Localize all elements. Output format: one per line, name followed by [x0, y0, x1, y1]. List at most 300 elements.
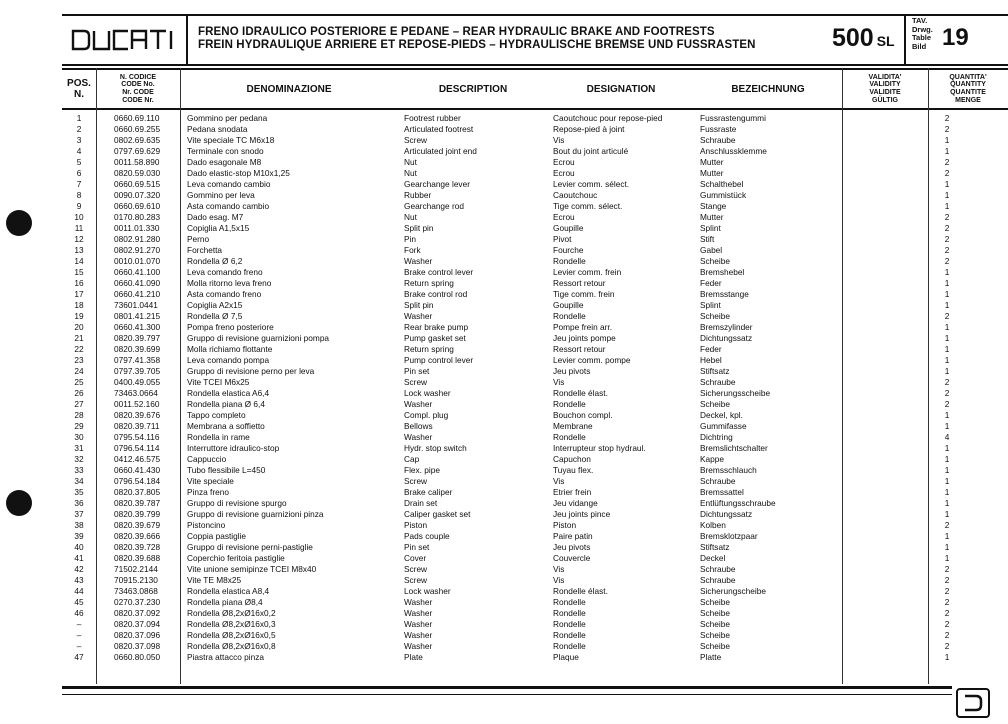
- designation-cell: Vis: [553, 575, 565, 585]
- bezeichnung-cell: Scheibe: [700, 619, 730, 629]
- pos-cell: 23: [74, 355, 84, 365]
- designation-cell: Jeu pivots: [553, 542, 591, 552]
- table-row: [62, 498, 1008, 509]
- denominazione-cell: Gommino per pedana: [187, 113, 268, 123]
- designation-cell: Rondelle: [553, 432, 586, 442]
- bezeichnung-cell: Hebel: [700, 355, 722, 365]
- pos-cell: 25: [74, 377, 84, 387]
- table-row: [62, 267, 1008, 278]
- designation-cell: Rondelle: [553, 399, 586, 409]
- pos-cell: –: [76, 641, 82, 651]
- denominazione-cell: Asta comando cambio: [187, 201, 270, 211]
- description-cell: Compl. plug: [404, 410, 449, 420]
- quantity-cell: 1: [944, 355, 950, 365]
- bezeichnung-cell: Schalthebel: [700, 179, 744, 189]
- description-cell: Nut: [404, 212, 417, 222]
- pos-cell: 5: [76, 157, 82, 167]
- denominazione-cell: Rondella in rame: [187, 432, 250, 442]
- bezeichnung-cell: Gummistück: [700, 190, 747, 200]
- bezeichnung-cell: Dichtungssatz: [700, 509, 753, 519]
- designation-cell: Paire patin: [553, 531, 593, 541]
- denominazione-cell: Rondella piana Ø8,4: [187, 597, 263, 607]
- quantity-cell: 1: [944, 652, 950, 662]
- pos-cell: 11: [74, 223, 84, 233]
- table-row: [62, 487, 1008, 498]
- model-suffix: SL: [876, 33, 895, 49]
- table-row: [62, 509, 1008, 520]
- designation-cell: Pivot: [553, 234, 572, 244]
- bezeichnung-cell: Dichtungssatz: [700, 333, 753, 343]
- description-cell: Washer: [404, 311, 433, 321]
- denominazione-cell: Leva comando pompa: [187, 355, 270, 365]
- pos-cell: 45: [74, 597, 84, 607]
- bezeichnung-cell: Kappe: [700, 454, 724, 464]
- pos-cell: 43: [74, 575, 84, 585]
- pos-cell: 20: [74, 322, 84, 332]
- description-cell: Pin set: [404, 542, 430, 552]
- pos-cell: 41: [74, 553, 84, 563]
- description-cell: Washer: [404, 619, 433, 629]
- designation-cell: Ressort retour: [553, 344, 606, 354]
- denominazione-cell: Rondella piana Ø 6,4: [187, 399, 265, 409]
- pos-cell: 8: [76, 190, 82, 200]
- description-cell: Pads couple: [404, 531, 450, 541]
- quantity-cell: 1: [944, 454, 950, 464]
- description-cell: Screw: [404, 476, 428, 486]
- table-row: [62, 421, 1008, 432]
- bezeichnung-cell: Stiftsatz: [700, 366, 730, 376]
- code-cell: 0820.37.805: [114, 487, 161, 497]
- designation-cell: Jeu pivots: [553, 366, 591, 376]
- bezeichnung-cell: Scheibe: [700, 597, 730, 607]
- description-cell: Flex. pipe: [404, 465, 440, 475]
- denominazione-cell: Gruppo di revisione perno per leva: [187, 366, 315, 376]
- designation-cell: Rondelle: [553, 256, 586, 266]
- quantity-cell: 1: [944, 465, 950, 475]
- description-cell: Articulated footrest: [404, 124, 474, 134]
- model-number: 500: [832, 24, 874, 52]
- quantity-cell: 2: [944, 399, 950, 409]
- table-row: [62, 212, 1008, 223]
- denominazione-cell: Pompa freno posteriore: [187, 322, 274, 332]
- quantity-cell: 2: [944, 586, 950, 596]
- corner-logo-mark: [958, 690, 988, 716]
- description-cell: Brake caliper: [404, 487, 453, 497]
- description-cell: Rear brake pump: [404, 322, 469, 332]
- pos-cell: 34: [74, 476, 84, 486]
- footer-rule-thin: [62, 694, 952, 695]
- code-cell: 0820.37.098: [114, 641, 161, 651]
- designation-cell: Etrier frein: [553, 487, 592, 497]
- bezeichnung-cell: Anschlussklemme: [700, 146, 767, 156]
- designation-cell: Caoutchouc pour repose-pied: [553, 113, 663, 123]
- designation-cell: Ecrou: [553, 157, 575, 167]
- pos-cell: 6: [76, 168, 82, 178]
- description-cell: Brake control rod: [404, 289, 468, 299]
- quantity-cell: 4: [944, 432, 950, 442]
- table-row: [62, 476, 1008, 487]
- table-row: [62, 333, 1008, 344]
- tav-label: TAV.: [912, 16, 928, 25]
- pos-cell: 30: [74, 432, 84, 442]
- quantity-cell: 1: [944, 421, 950, 431]
- quantity-cell: 1: [944, 487, 950, 497]
- quantity-cell: 2: [944, 256, 950, 266]
- code-cell: 0660.41.210: [114, 289, 161, 299]
- pos-cell: –: [76, 630, 82, 640]
- col-pos-line: N.: [74, 89, 84, 100]
- bild-label: Bild: [912, 41, 927, 51]
- designation-cell: Tuyau flex.: [553, 465, 594, 475]
- pos-cell: 15: [74, 267, 84, 277]
- quantity-cell: 2: [944, 377, 950, 387]
- code-cell: 0010.01.070: [114, 256, 161, 266]
- code-cell: 0660.80.050: [114, 652, 161, 662]
- quantity-cell: 1: [944, 322, 950, 332]
- pos-cell: 27: [74, 399, 84, 409]
- code-cell: 0090.07.320: [114, 190, 161, 200]
- code-cell: 0796.54.184: [114, 476, 161, 486]
- bezeichnung-cell: Bremsschlauch: [700, 465, 757, 475]
- code-cell: 0660.69.110: [114, 113, 160, 123]
- description-cell: Washer: [404, 608, 433, 618]
- quantity-cell: 2: [944, 520, 950, 530]
- denominazione-cell: Membrana a soffietto: [187, 421, 265, 431]
- table-row: [62, 245, 1008, 256]
- code-cell: 0820.39.797: [114, 333, 161, 343]
- pos-cell: 33: [74, 465, 84, 475]
- pos-cell: 36: [74, 498, 84, 508]
- quantity-cell: 2: [944, 630, 950, 640]
- pos-cell: 7: [76, 179, 82, 189]
- designation-cell: Ressort retour: [553, 278, 606, 288]
- designation-cell: Rondelle: [553, 619, 586, 629]
- bezeichnung-cell: Entlüftungsschraube: [700, 498, 776, 508]
- description-cell: Washer: [404, 399, 433, 409]
- col-quantity-line: QUANTITA': [949, 73, 987, 81]
- quantity-cell: 1: [944, 498, 950, 508]
- col-code-line: CODE No.: [121, 81, 155, 89]
- table-row: [62, 234, 1008, 245]
- pos-cell: 10: [74, 212, 84, 222]
- col-designation: DESIGNATION: [586, 83, 656, 95]
- code-cell: 0802.91.270: [114, 245, 161, 255]
- denominazione-cell: Interruttore idraulico-stop: [187, 443, 280, 453]
- description-cell: Pump gasket set: [404, 333, 466, 343]
- table-row: [62, 553, 1008, 564]
- col-validity: [842, 70, 928, 108]
- bezeichnung-cell: Deckel: [700, 553, 726, 563]
- designation-cell: Jeu vidange: [553, 498, 598, 508]
- pos-cell: 2: [76, 124, 82, 134]
- quantity-cell: 2: [944, 597, 950, 607]
- table-row: [62, 322, 1008, 333]
- code-cell: 0820.39.679: [114, 520, 161, 530]
- table-row: [62, 564, 1008, 575]
- pos-cell: 40: [74, 542, 84, 552]
- denominazione-cell: Tappo completo: [187, 410, 246, 420]
- table-row: [62, 608, 1008, 619]
- code-cell: 0802.91.280: [114, 234, 161, 244]
- pos-cell: 42: [74, 564, 84, 574]
- description-cell: Return spring: [404, 278, 454, 288]
- table-row: [62, 575, 1008, 586]
- bezeichnung-cell: Mutter: [700, 212, 724, 222]
- denominazione-cell: Coppia pastiglie: [187, 531, 247, 541]
- denominazione-cell: Gruppo di revisione perni-pastiglie: [187, 542, 313, 552]
- designation-cell: Vis: [553, 135, 565, 145]
- code-cell: 0400.49.055: [114, 377, 161, 387]
- table-row: [62, 388, 1008, 399]
- code-cell: 0820.39.799: [114, 509, 161, 519]
- designation-cell: Tige comm. frein: [553, 289, 615, 299]
- quantity-cell: 1: [944, 531, 950, 541]
- denominazione-cell: Vite TCEI M6x25: [187, 377, 250, 387]
- table-labels: [912, 17, 933, 51]
- description-cell: Nut: [404, 168, 417, 178]
- pos-cell: 9: [76, 201, 82, 211]
- pos-cell: 37: [74, 509, 84, 519]
- col-validity-line: VALIDITE: [869, 89, 901, 96]
- drwg-label: Drwg.: [912, 24, 933, 34]
- description-cell: Caliper gasket set: [404, 509, 471, 519]
- description-cell: Screw: [404, 575, 428, 585]
- code-cell: 0797.41.358: [114, 355, 161, 365]
- description-cell: Screw: [404, 135, 428, 145]
- table-row: [62, 135, 1008, 146]
- denominazione-cell: Pistoncino: [187, 520, 226, 530]
- table-row: [62, 124, 1008, 135]
- denominazione-cell: Perno: [187, 234, 210, 244]
- bezeichnung-cell: Bremslichtschalter: [700, 443, 768, 453]
- denominazione-cell: Rondella Ø8,2xØ16x0,2: [187, 608, 276, 618]
- denominazione-cell: Pinza freno: [187, 487, 229, 497]
- col-code-line: N. CODICE: [119, 73, 157, 81]
- bezeichnung-cell: Bremsklotzpaar: [700, 531, 758, 541]
- code-cell: 0170.80.283: [114, 212, 161, 222]
- quantity-cell: 1: [944, 366, 950, 376]
- bezeichnung-cell: Stiftsatz: [700, 542, 730, 552]
- pos-cell: 38: [74, 520, 84, 530]
- table-row: [62, 432, 1008, 443]
- description-cell: Drain set: [404, 498, 438, 508]
- quantity-cell: 2: [944, 619, 950, 629]
- bezeichnung-cell: Gabel: [700, 245, 723, 255]
- pos-cell: 32: [74, 454, 84, 464]
- denominazione-cell: Vite unione semipinze TCEI M8x40: [187, 564, 317, 574]
- bezeichnung-cell: Gummifasse: [700, 421, 747, 431]
- designation-cell: Vis: [553, 564, 565, 574]
- bezeichnung-cell: Bremsstange: [700, 289, 749, 299]
- table-row: [62, 355, 1008, 366]
- table-row: [62, 300, 1008, 311]
- pos-cell: 12: [74, 234, 84, 244]
- code-cell: 0820.39.666: [114, 531, 161, 541]
- denominazione-cell: Rondella elastica A6,4: [187, 388, 270, 398]
- designation-cell: Ecrou: [553, 168, 575, 178]
- table-row: [62, 256, 1008, 267]
- denominazione-cell: Pedana snodata: [187, 124, 248, 134]
- code-cell: 0660.41.090: [114, 278, 161, 288]
- bezeichnung-cell: Bremssattel: [700, 487, 744, 497]
- code-cell: 70915.2130: [114, 575, 158, 585]
- quantity-cell: 1: [944, 300, 950, 310]
- quantity-cell: 2: [944, 124, 950, 134]
- bezeichnung-cell: Bremszylinder: [700, 322, 753, 332]
- description-cell: Pump control lever: [404, 355, 474, 365]
- denominazione-cell: Molla ritorno leva freno: [187, 278, 272, 288]
- description-cell: Footrest rubber: [404, 113, 461, 123]
- denominazione-cell: Dado esag. M7: [187, 212, 244, 222]
- designation-cell: Rondelle élast.: [553, 388, 608, 398]
- binder-hole: [6, 490, 32, 516]
- denominazione-cell: Dado esagonale M8: [187, 157, 262, 167]
- quantity-cell: 1: [944, 201, 950, 211]
- description-cell: Articulated joint end: [404, 146, 477, 156]
- description-cell: Brake control lever: [404, 267, 474, 277]
- table-row: [62, 366, 1008, 377]
- description-cell: Washer: [404, 432, 433, 442]
- table-row: [62, 410, 1008, 421]
- description-cell: Bellows: [404, 421, 433, 431]
- table-row: [62, 311, 1008, 322]
- description-cell: Pin set: [404, 366, 430, 376]
- designation-cell: Rondelle: [553, 608, 586, 618]
- pos-cell: –: [76, 619, 82, 629]
- quantity-cell: 2: [944, 245, 950, 255]
- code-cell: 0660.69.255: [114, 124, 161, 134]
- code-cell: 0820.39.728: [114, 542, 161, 552]
- table-row: [62, 641, 1008, 652]
- bezeichnung-cell: Deckel, kpl.: [700, 410, 743, 420]
- footer-rule: [62, 686, 952, 689]
- denominazione-cell: Piastra attacco pinza: [187, 652, 265, 662]
- bezeichnung-cell: Scheibe: [700, 608, 730, 618]
- pos-cell: 47: [74, 652, 84, 662]
- table-row: [62, 630, 1008, 641]
- table-row: [62, 619, 1008, 630]
- description-cell: Pin: [404, 234, 416, 244]
- quantity-cell: 1: [944, 509, 950, 519]
- designation-cell: Rondelle: [553, 311, 586, 321]
- quantity-cell: 2: [944, 388, 950, 398]
- table-number: 19: [942, 24, 969, 51]
- table-row: [62, 520, 1008, 531]
- table-row: [62, 531, 1008, 542]
- pos-cell: 14: [74, 256, 84, 266]
- table-row: [62, 542, 1008, 553]
- ducati-logo: [62, 16, 188, 64]
- bezeichnung-cell: Scheibe: [700, 399, 730, 409]
- bezeichnung-cell: Mutter: [700, 157, 724, 167]
- denominazione-cell: Gruppo di revisione spurgo: [187, 498, 287, 508]
- table-row: [62, 201, 1008, 212]
- bezeichnung-cell: Schraube: [700, 575, 736, 585]
- page-title: [198, 26, 756, 52]
- code-cell: 0660.41.100: [114, 267, 161, 277]
- description-cell: Nut: [404, 157, 417, 167]
- table-row: [62, 454, 1008, 465]
- pos-cell: 18: [74, 300, 84, 310]
- pos-cell: 1: [76, 113, 82, 123]
- description-cell: Hydr. stop switch: [404, 443, 467, 453]
- description-cell: Cover: [404, 553, 427, 563]
- description-cell: Cap: [404, 454, 420, 464]
- table-row: [62, 377, 1008, 388]
- pos-cell: 28: [74, 410, 84, 420]
- ducati-logo-mark: [70, 27, 178, 53]
- quantity-cell: 2: [944, 311, 950, 321]
- designation-cell: Jeu joints pince: [553, 509, 611, 519]
- table-number-box: [904, 14, 1008, 64]
- code-cell: 0801.41.215: [114, 311, 161, 321]
- designation-cell: Fourche: [553, 245, 584, 255]
- designation-cell: Pompe frein arr.: [553, 322, 613, 332]
- table-row: [62, 344, 1008, 355]
- page-header: [62, 14, 1008, 66]
- col-description: DESCRIPTION: [438, 83, 508, 95]
- designation-cell: Piston: [553, 520, 577, 530]
- denominazione-cell: Rondella Ø 7,5: [187, 311, 243, 321]
- designation-cell: Vis: [553, 377, 565, 387]
- bezeichnung-cell: Schraube: [700, 377, 736, 387]
- code-cell: 71502.2144: [114, 564, 158, 574]
- code-cell: 0797.39.705: [114, 366, 161, 376]
- table-row: [62, 190, 1008, 201]
- col-quantity-line: MENGE: [955, 96, 981, 104]
- code-cell: 0802.69.635: [114, 135, 161, 145]
- title-line-1: FRENO IDRAULICO POSTERIORE E PEDANE – REAR HYDRAULIC BRAKE AND FOOTRESTS: [198, 26, 715, 38]
- designation-cell: Bout du joint articulé: [553, 146, 629, 156]
- bezeichnung-cell: Bremshebel: [700, 267, 745, 277]
- description-cell: Washer: [404, 256, 433, 266]
- bezeichnung-cell: Sicherungsscheibe: [700, 388, 771, 398]
- denominazione-cell: Leva comando freno: [187, 267, 263, 277]
- designation-cell: Levier comm. pompe: [553, 355, 631, 365]
- denominazione-cell: Asta comando freno: [187, 289, 262, 299]
- table-row: [62, 597, 1008, 608]
- quantity-cell: 2: [944, 575, 950, 585]
- code-cell: 0820.59.030: [114, 168, 161, 178]
- col-validity-line: VALIDITA': [868, 73, 902, 81]
- denominazione-cell: Rondella Ø8,2xØ16x0,3: [187, 619, 276, 629]
- denominazione-cell: Vite speciale TC M6x18: [187, 135, 275, 145]
- col-code-line: Nr. CODE: [122, 89, 154, 96]
- denominazione-cell: Leva comando cambio: [187, 179, 271, 189]
- table-row: [62, 289, 1008, 300]
- pos-cell: 46: [74, 608, 84, 618]
- denominazione-cell: Gruppo di revisione guarnizioni pinza: [187, 509, 324, 519]
- bezeichnung-cell: Stange: [700, 201, 727, 211]
- pos-cell: 35: [74, 487, 84, 497]
- code-cell: 0660.41.300: [114, 322, 161, 332]
- pos-cell: 17: [74, 289, 84, 299]
- code-cell: 0660.41.430: [114, 465, 161, 475]
- quantity-cell: 2: [944, 168, 950, 178]
- corner-logo-icon: [956, 688, 990, 718]
- description-cell: Piston: [404, 520, 428, 530]
- designation-cell: Levier comm. frein: [553, 267, 622, 277]
- col-pos: [62, 70, 96, 108]
- quantity-cell: 1: [944, 135, 950, 145]
- bezeichnung-cell: Scheibe: [700, 256, 730, 266]
- quantity-cell: 2: [944, 223, 950, 233]
- pos-cell: 29: [74, 421, 84, 431]
- denominazione-cell: Vite speciale: [187, 476, 234, 486]
- description-cell: Washer: [404, 630, 433, 640]
- designation-cell: Goupille: [553, 223, 584, 233]
- code-cell: 0796.54.114: [114, 443, 160, 453]
